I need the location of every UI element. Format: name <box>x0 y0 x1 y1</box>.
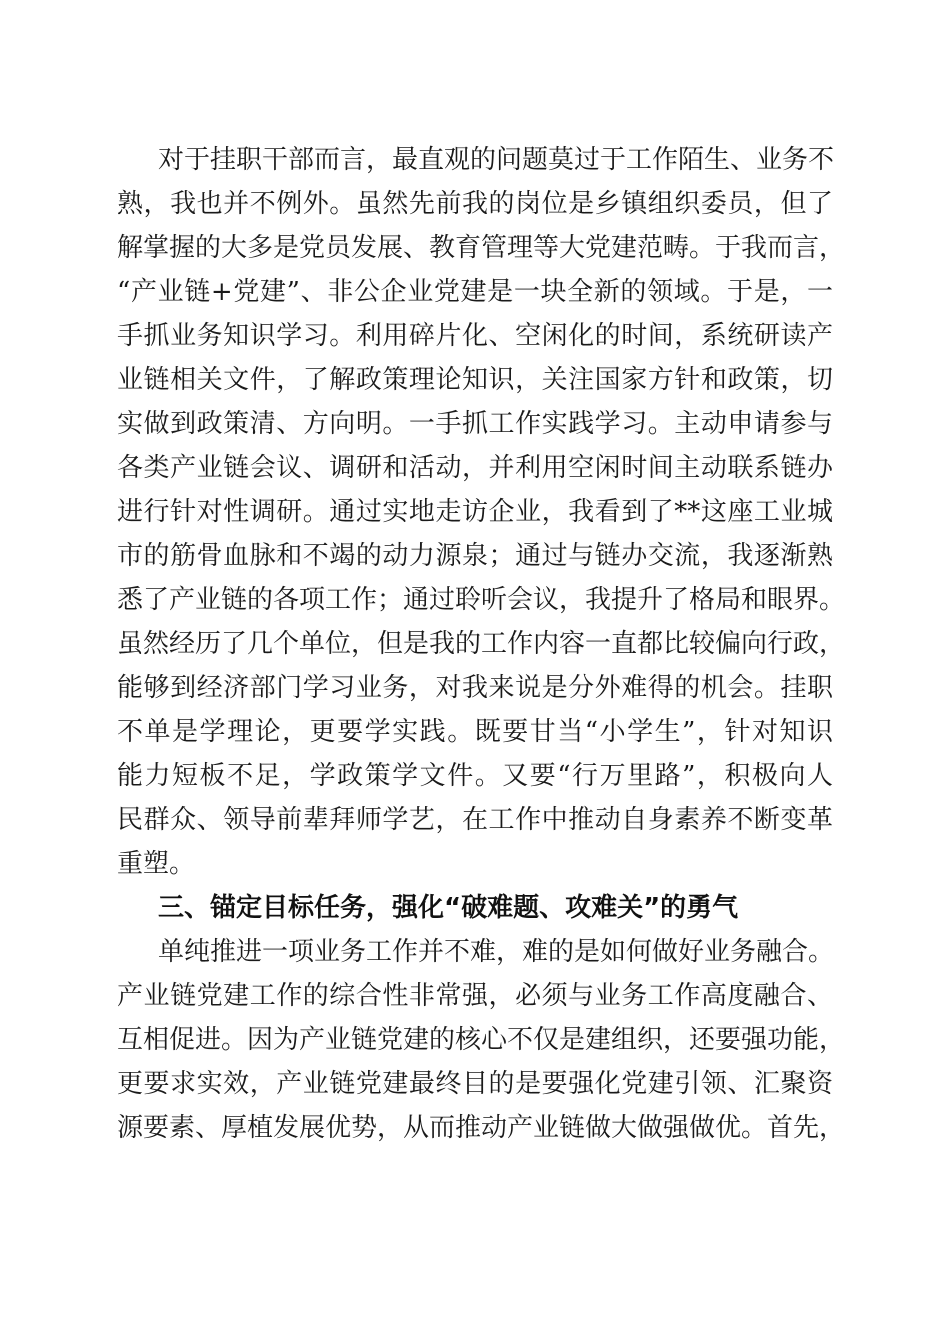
paragraph-1-line: 手抓业务知识学习。利用碎片化、空闲化的时间，系统研读产 <box>117 321 833 351</box>
paragraph-1-line: 民群众、领导前辈拜师学艺，在工作中推动自身素养不断变革 <box>117 805 833 835</box>
paragraph-1-line: 熟，我也并不例外。虽然先前我的岗位是乡镇组织委员，但了 <box>117 189 833 219</box>
paragraph-2-line: 源要素、厚植发展优势，从而推动产业链做大做强做优。首先， <box>117 1113 846 1143</box>
paragraph-2-line: 更要求实效，产业链党建最终目的是要强化党建引领、汇聚资 <box>117 1069 833 1099</box>
paragraph-1-line: 重塑。 <box>117 849 196 879</box>
paragraph-1-line: 能力短板不足，学政策学文件。又要“行万里路”，积极向人 <box>117 761 833 791</box>
paragraph-2-line: 互相促进。因为产业链党建的核心不仅是建组织，还要强功能， <box>117 1025 846 1055</box>
paragraph-1-line: 能够到经济部门学习业务，对我来说是分外难得的机会。挂职 <box>117 673 833 703</box>
paragraph-1-line: 解掌握的大多是党员发展、教育管理等大党建范畴。于我而言， <box>117 233 846 263</box>
paragraph-1-line: 实做到政策清、方向明。一手抓工作实践学习。主动申请参与 <box>117 409 833 439</box>
paragraph-1-line: 不单是学理论，更要学实践。既要甘当“小学生”，针对知识 <box>117 717 833 747</box>
paragraph-1-line: 各类产业链会议、调研和活动，并利用空闲时间主动联系链办 <box>117 453 833 483</box>
paragraph-1-line: 悉了产业链的各项工作；通过聆听会议，我提升了格局和眼界。 <box>117 585 846 615</box>
paragraph-2-line: 产业链党建工作的综合性非常强，必须与业务工作高度融合、 <box>117 981 833 1011</box>
paragraph-1-line: 对于挂职干部而言，最直观的问题莫过于工作陌生、业务不 <box>158 145 835 175</box>
paragraph-1-line: 虽然经历了几个单位，但是我的工作内容一直都比较偏向行政， <box>117 629 846 659</box>
paragraph-2-line: 单纯推进一项业务工作并不难，难的是如何做好业务融合。 <box>158 937 835 967</box>
paragraph-1-line: 进行针对性调研。通过实地走访企业，我看到了**这座工业城 <box>117 497 833 527</box>
paragraph-1-line: 业链相关文件，了解政策理论知识，关注国家方针和政策，切 <box>117 365 833 395</box>
paragraph-1-line: “产业链+党建”、非公企业党建是一块全新的领域。于是，一 <box>117 277 833 307</box>
section-heading: 三、锚定目标任务，强化“破难题、攻难关”的勇气 <box>158 893 739 923</box>
paragraph-1-line: 市的筋骨血脉和不竭的动力源泉；通过与链办交流，我逐渐熟 <box>117 541 833 571</box>
